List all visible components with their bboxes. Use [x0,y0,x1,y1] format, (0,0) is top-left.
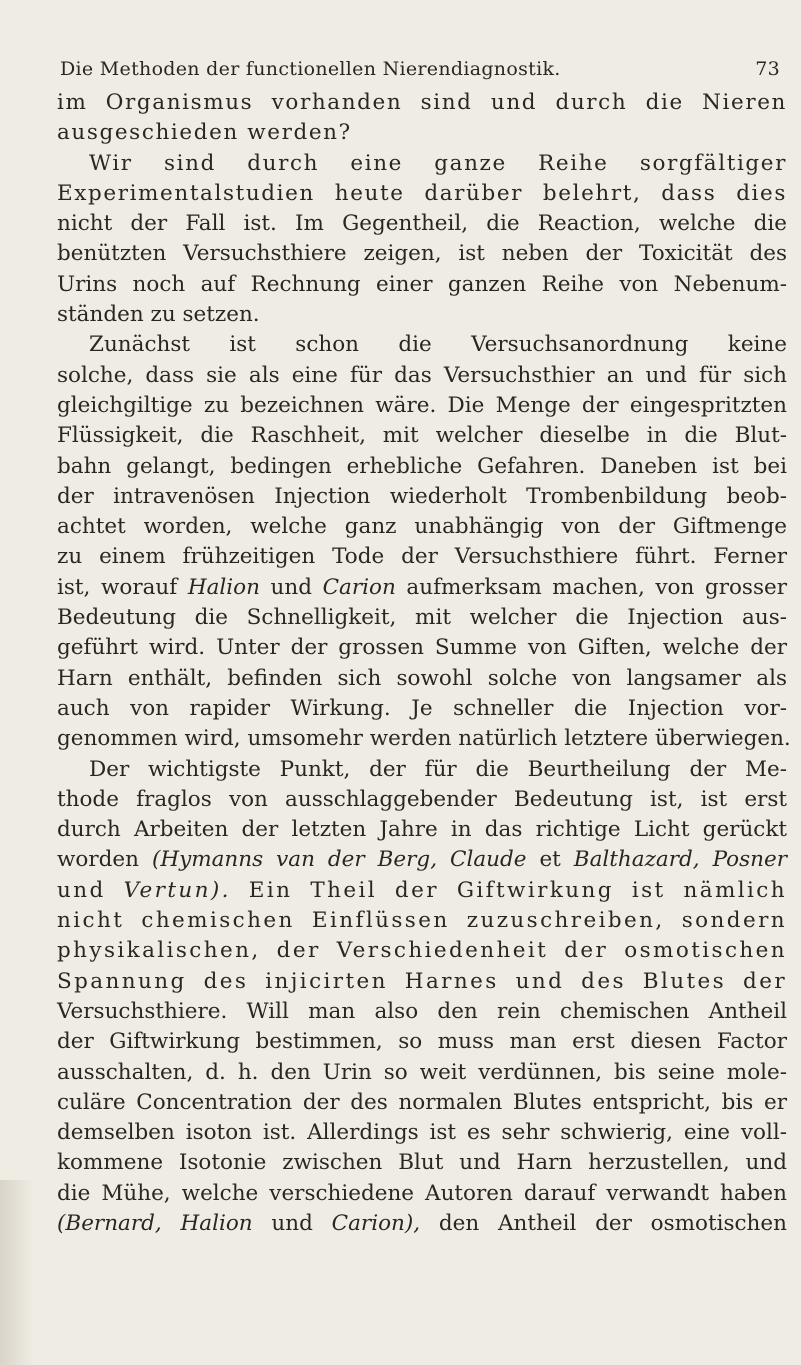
text-line: Urins noch auf Rechnung einer ganzen Reihe von Nebenum- [57,271,787,297]
text-line: demselben isoton ist. Allerdings ist es sehr schwierig, eine voll- [57,1120,787,1146]
text-line: ausgeschieden werden? [57,120,352,146]
text-line: worden (Hymanns van der Berg, Claude et Balthazard, Posner [57,847,788,873]
text-line: durch Arbeiten der letzten Jahre in das richtige Licht gerückt [57,817,787,843]
text-line: benützten Versuchsthiere zeigen, ist neben der Toxicität des [57,241,787,267]
text-line: (Bernard, Halion und Carion), den Antheil der osmotischen [57,1210,787,1236]
text-line: ausschalten, d. h. den Urin so weit verdünnen, bis seine mole- [57,1059,787,1085]
text-line: Wir sind durch eine ganze Reihe sorgfältiger [89,150,787,176]
text-line: Bedeutung die Schnelligkeit, mit welcher die Injection aus- [57,605,787,631]
running-head: Die Methoden der functionellen Nierendiagnostik. [60,58,561,80]
text-line: und Vertun). Ein Theil der Giftwirkung ist nämlich [57,877,787,903]
page-number: 73 [755,58,780,80]
text-line: Versuchsthiere. Will man also den rein chemischen Antheil [57,998,787,1024]
text-line: Der wichtigste Punkt, der für die Beurtheilung der Me- [89,756,787,782]
text-line: ständen zu setzen. [57,302,260,328]
text-line: Spannung des injicirten Harnes und des Blutes der [57,968,787,994]
text-line: ist, worauf Halion und Carion aufmerksam machen, von grosser [57,574,787,600]
text-line: nicht chemischen Einflüssen zuzuschreiben, sondern [57,908,787,934]
text-line: nicht der Fall ist. Im Gegentheil, die Reaction, welche die [57,211,787,237]
author-halion: Halion [187,574,260,600]
text-line: geführt wird. Unter der grossen Summe von Giften, welche der [57,635,787,661]
text-line: gleichgiltige zu bezeichnen wäre. Die Menge der eingespritzten [57,392,787,418]
author-citation: Vertun). [123,877,231,903]
text-line: kommene Isotonie zwischen Blut und Harn herzustellen, und [57,1150,787,1176]
text-line: solche, dass sie als eine für das Versuchsthier an und für sich [57,362,787,388]
text-line: auch von rapider Wirkung. Je schneller die Injection vor- [57,695,787,721]
text-line: zu einem frühzeitigen Tode der Versuchsthiere führt. Ferner [57,544,787,570]
text-line: der intravenösen Injection wiederholt Trombenbildung beob- [57,483,787,509]
page-header [60,58,780,86]
text-line: culäre Concentration der des normalen Blutes entspricht, bis er [57,1089,787,1115]
text-line: im Organismus vorhanden sind und durch die Nieren [57,90,787,115]
text-line: Zunächst ist schon die Versuchsanordnung keine [89,332,787,358]
text-line: genommen wird, umsomehr werden natürlich letztere überwiegen. [57,726,791,752]
text-line: Harn enthält, befinden sich sowohl solche von langsamer als [57,665,787,691]
text-line: thode fraglos von ausschlaggebender Bedeutung ist, ist erst [57,786,787,812]
author-citation: (Bernard, Halion [57,1210,253,1236]
text-line: der Giftwirkung bestimmen, so muss man erst diesen Factor [57,1029,787,1055]
text-line: achtet worden, welche ganz unabhängig von der Giftmenge [57,514,787,540]
author-citation: Balthazard, Posner [573,847,788,873]
author-carion: Carion [322,574,396,600]
text-line: physikalischen, der Verschiedenheit der osmotischen [57,938,787,964]
text-line: die Mühe, welche verschiedene Autoren darauf verwandt haben [57,1180,787,1206]
text-line: Flüssigkeit, die Raschheit, mit welcher dieselbe in die Blut- [57,423,787,449]
author-citation: Carion), [331,1210,421,1236]
author-citation: (Hymanns van der Berg, Claude [151,847,527,873]
body-text [57,88,791,1239]
text-line: Experimentalstudien heute darüber belehrt, dass dies [57,180,787,206]
page-edge-shadow [0,1180,34,1365]
text-line: bahn gelangt, bedingen erhebliche Gefahren. Daneben ist bei [57,453,787,479]
